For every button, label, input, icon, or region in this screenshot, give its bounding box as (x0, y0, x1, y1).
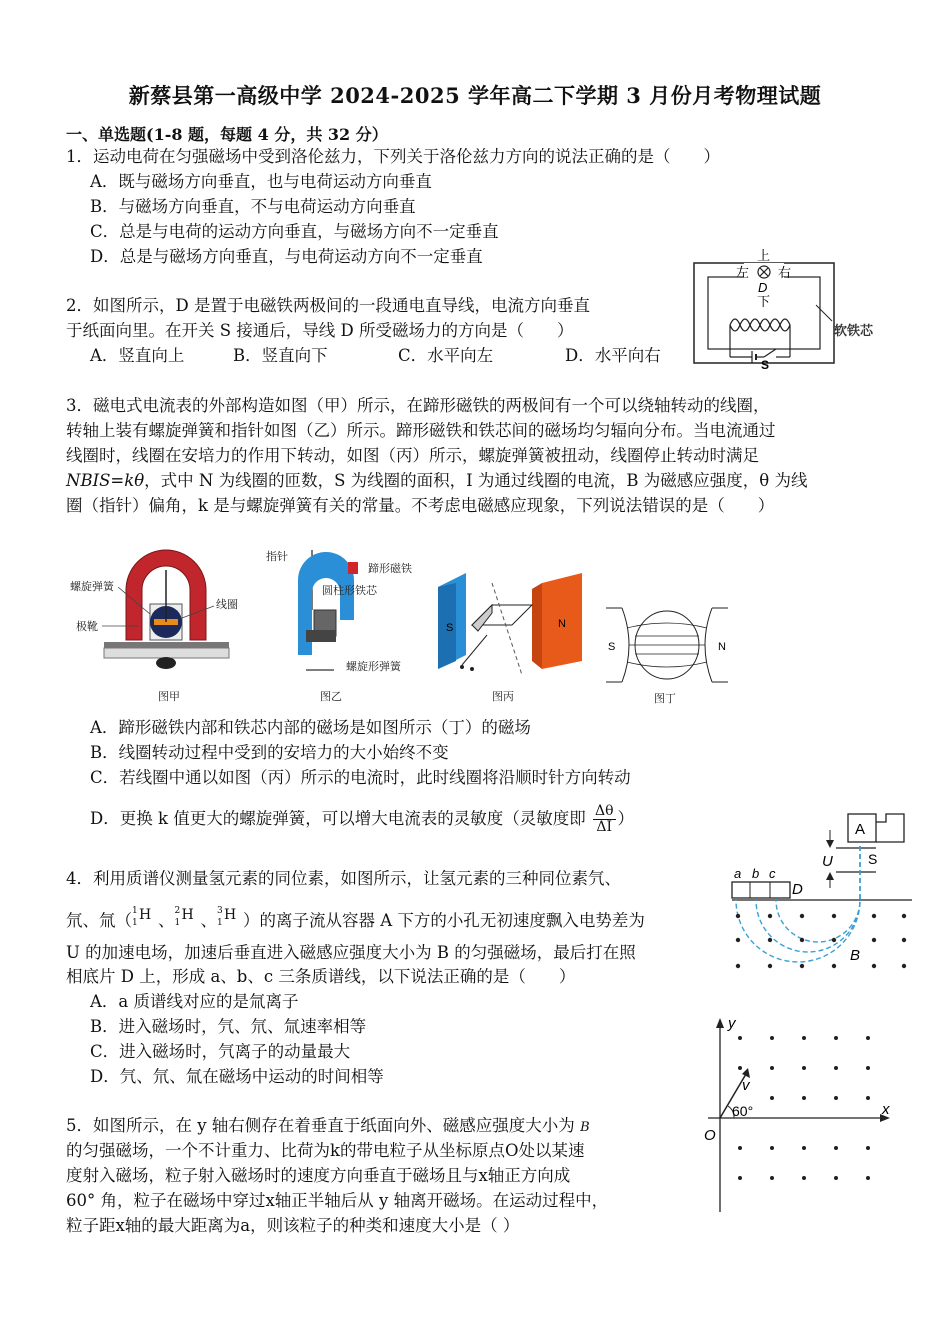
q4-label-S: S (868, 851, 878, 867)
page-title: 新蔡县第一高级中学 2024-2025 学年高二下学期 3 月份月考物理试题 (128, 83, 822, 108)
q3-ding-label-S: S (608, 641, 616, 653)
q1-option-d: D．总是与磁场方向垂直，与电荷运动方向不一定垂直 (90, 247, 483, 266)
q5-axes-figure (698, 1012, 898, 1217)
q4-label-B: B (850, 947, 861, 964)
q3-option-c: C．若线圈中通以如图（丙）所示的电流时，此时线圈将沿顺时针方向转动 (90, 768, 631, 787)
q3-yi-label-horseshoe: 蹄形磁铁 (368, 563, 412, 575)
q3-bing-caption: 图丙 (492, 691, 514, 703)
q4-option-d: D．氕、氘、氚在磁场中运动的时间相等 (90, 1067, 384, 1086)
q5-label-x: x (882, 1101, 890, 1118)
q4-label-c: c (769, 866, 776, 881)
q2-label-core: 软铁芯 (834, 323, 874, 338)
q5-line1 (66, 1115, 590, 1139)
q3-bing-label-S: S (446, 622, 454, 634)
q4-line2-a: 氘、氚（ (66, 911, 132, 930)
q4-iso3-z: 1 (217, 918, 223, 928)
q4-label-b: b (752, 866, 760, 881)
q4-iso2-mass: 2 (174, 906, 181, 916)
q2-label-left: 左 (736, 265, 750, 280)
q5-line1-B: B (580, 1120, 590, 1135)
q4-option-c: C．进入磁场时，氕离子的动量最大 (90, 1042, 351, 1061)
q4-label-U: U (822, 853, 833, 870)
q2-label-wire: D (758, 280, 768, 295)
q2-label-top: 上 (757, 248, 771, 263)
q3-option-d-end: ） (617, 809, 635, 828)
q4-isotope-1 (132, 904, 158, 926)
q1-option-a: A．既与磁场方向垂直，也与电荷运动方向垂直 (90, 172, 432, 191)
q3-yi-caption: 图乙 (320, 691, 342, 703)
q2-label-bottom: 下 (757, 294, 771, 309)
q2-option-b: B．竖直向下 (233, 346, 328, 365)
q2-electromagnet-figure (690, 245, 900, 375)
q5-line4: 60° 角，粒子在磁场中穿过x轴正半轴后从 y 轴离开磁场。在运动过程中， (66, 1191, 609, 1210)
q3-jia-label-coil: 线圈 (216, 599, 238, 611)
q3-option-d (90, 804, 634, 835)
q5-line1-text: 5．如图所示，在 y 轴右侧存在着垂直于纸面向外、磁感应强度大小为 (66, 1116, 575, 1135)
q5-label-O: O (704, 1127, 716, 1144)
q3-formula: NBIS=kθ (66, 471, 145, 490)
q3-line5: 圈（指针）偏角，k 是与螺旋弹簧有关的常量。不考虑电磁感应现象，下列说法错误的是（ ） (66, 496, 775, 515)
q5-line2: 的匀强磁场，一个不计重力、比荷为k的带电粒子从坐标原点O处以某速 (66, 1141, 585, 1160)
q3-option-b: B．线圈转动过程中受到的安培力的大小始终不变 (90, 743, 449, 762)
section-heading: 一、单选题(1-8 题，每题 4 分，共 32 分） (66, 125, 388, 144)
q3-line3: 线圈时，线圈在安培力的作用下转动，如图（丙）所示，螺旋弹簧被扭动，线圈停止转动时满足 (66, 446, 759, 465)
q3-ding-label-N: N (718, 641, 726, 653)
q5-line5: 粒子距x轴的最大距离为a，则该粒子的种类和速度大小是（ ） (66, 1216, 520, 1235)
q2-option-d: D．水平向右 (565, 346, 661, 365)
q2-stem-line1: 2．如图所示，D 是置于电磁铁两极间的一段通电直导线，电流方向垂直 (66, 296, 590, 315)
q4-line2-b: ）的离子流从容器 A 下方的小孔无初速度飘入电势差为 (243, 911, 645, 930)
q4-label-A: A (855, 821, 866, 838)
q4-line1: 4．利用质谱仪测量氢元素的同位素，如图所示，让氢元素的三种同位素氕、 (66, 869, 621, 888)
q4-label-a: a (734, 866, 742, 881)
q4-line3: U 的加速电场，加速后垂直进入磁感应强度大小为 B 的匀强磁场，最后打在照 (66, 943, 636, 962)
q3-option-a: A．蹄形磁铁内部和铁芯内部的磁场是如图所示（丁）的磁场 (90, 718, 531, 737)
q3-jia-label-spring: 螺旋弹簧 (70, 581, 114, 593)
q4-option-a: A．a 质谱线对应的是氚离子 (90, 992, 299, 1011)
q1-option-c: C．总是与电荷的运动方向垂直，与磁场方向不一定垂直 (90, 222, 499, 241)
q3-yi-label-pointer: 指针 (266, 551, 288, 563)
q2-option-a: A．竖直向上 (90, 346, 185, 365)
q4-isotope-2 (175, 904, 201, 926)
q2-label-switch: S (761, 358, 770, 372)
q4-iso1-z: 1 (132, 918, 138, 928)
q4-iso2-z: 1 (174, 918, 181, 928)
q3-option-d-text: D．更换 k 值更大的螺旋弹簧，可以增大电流表的灵敏度（灵敏度即 (90, 809, 586, 828)
q3-figure-yi (262, 530, 432, 710)
q3-line4-text: ，式中 N 为线圈的匝数，S 为线圈的面积，I 为通过线圈的电流，B 为磁感应强度，θ 为线 (144, 471, 808, 490)
q4-label-D: D (792, 881, 803, 898)
q3-yi-label-spring: 螺旋形弹簧 (346, 661, 401, 673)
q3-option-d-fraction (593, 804, 616, 835)
q5-label-v: v (742, 1077, 750, 1094)
q3-bing-label-N: N (558, 618, 566, 630)
q2-label-right: 右 (778, 265, 792, 280)
q3-option-d-denominator: ΔI (596, 819, 613, 835)
q3-figure-bing (432, 565, 602, 710)
q4-option-b: B．进入磁场时，氕、氘、氚速率相等 (90, 1017, 367, 1036)
q3-ding-caption: 图丁 (654, 693, 676, 705)
q4-iso1-mass: 1 (132, 906, 138, 916)
q5-label-angle: 60° (732, 1103, 754, 1119)
q1-stem: 1．运动电荷在匀强磁场中受到洛伦兹力，下列关于洛伦兹力方向的说法正确的是（ ） (66, 147, 720, 166)
q3-jia-caption: 图甲 (158, 691, 180, 703)
q3-line1: 3．磁电式电流表的外部构造如图（甲）所示，在蹄形磁铁的两极间有一个可以绕轴转动的线圈， (66, 396, 770, 415)
q4-iso2-symbol: H (181, 907, 194, 923)
q2-stem-line2: 于纸面向里。在开关 S 接通后，导线 D 所受磁场力的方向是（ ） (66, 321, 574, 340)
q4-iso1-symbol: H (139, 907, 152, 923)
q3-jia-label-pole-shoe: 极靴 (76, 621, 98, 633)
q4-iso3-mass: 3 (217, 906, 223, 916)
q2-option-c: C．水平向左 (398, 346, 494, 365)
q1-option-b: B．与磁场方向垂直，不与电荷运动方向垂直 (90, 197, 416, 216)
q3-yi-label-core: 圆柱形铁芯 (322, 585, 377, 597)
q5-line3: 度射入磁场，粒子射入磁场时的速度方向垂直于磁场且与x轴正方向成 (66, 1166, 571, 1185)
q4-line4: 相底片 D 上，形成 a、b、c 三条质谱线，以下说法正确的是（ ） (66, 967, 576, 986)
q4-iso3-symbol: H (224, 907, 237, 923)
q4-isotope-3 (217, 904, 243, 926)
q3-figure-ding (602, 600, 732, 710)
q5-label-y: y (728, 1015, 736, 1032)
q4-mass-spectrometer-figure (726, 810, 916, 975)
q3-option-d-numerator: Δθ (594, 803, 614, 819)
q3-line2: 转轴上装有螺旋弹簧和指针如图（乙）所示。蹄形磁铁和铁芯间的磁场均匀辐向分布。当电流通过 (66, 421, 776, 440)
q3-line4 (66, 470, 807, 492)
q4-line2: 氘、氚（ 1 1 H 、 2 1 H 、 3 1 H ）的离子流从容器 A 下方的小孔无初速度飘入电势差为 (66, 904, 645, 932)
q3-figure-jia (66, 530, 251, 710)
